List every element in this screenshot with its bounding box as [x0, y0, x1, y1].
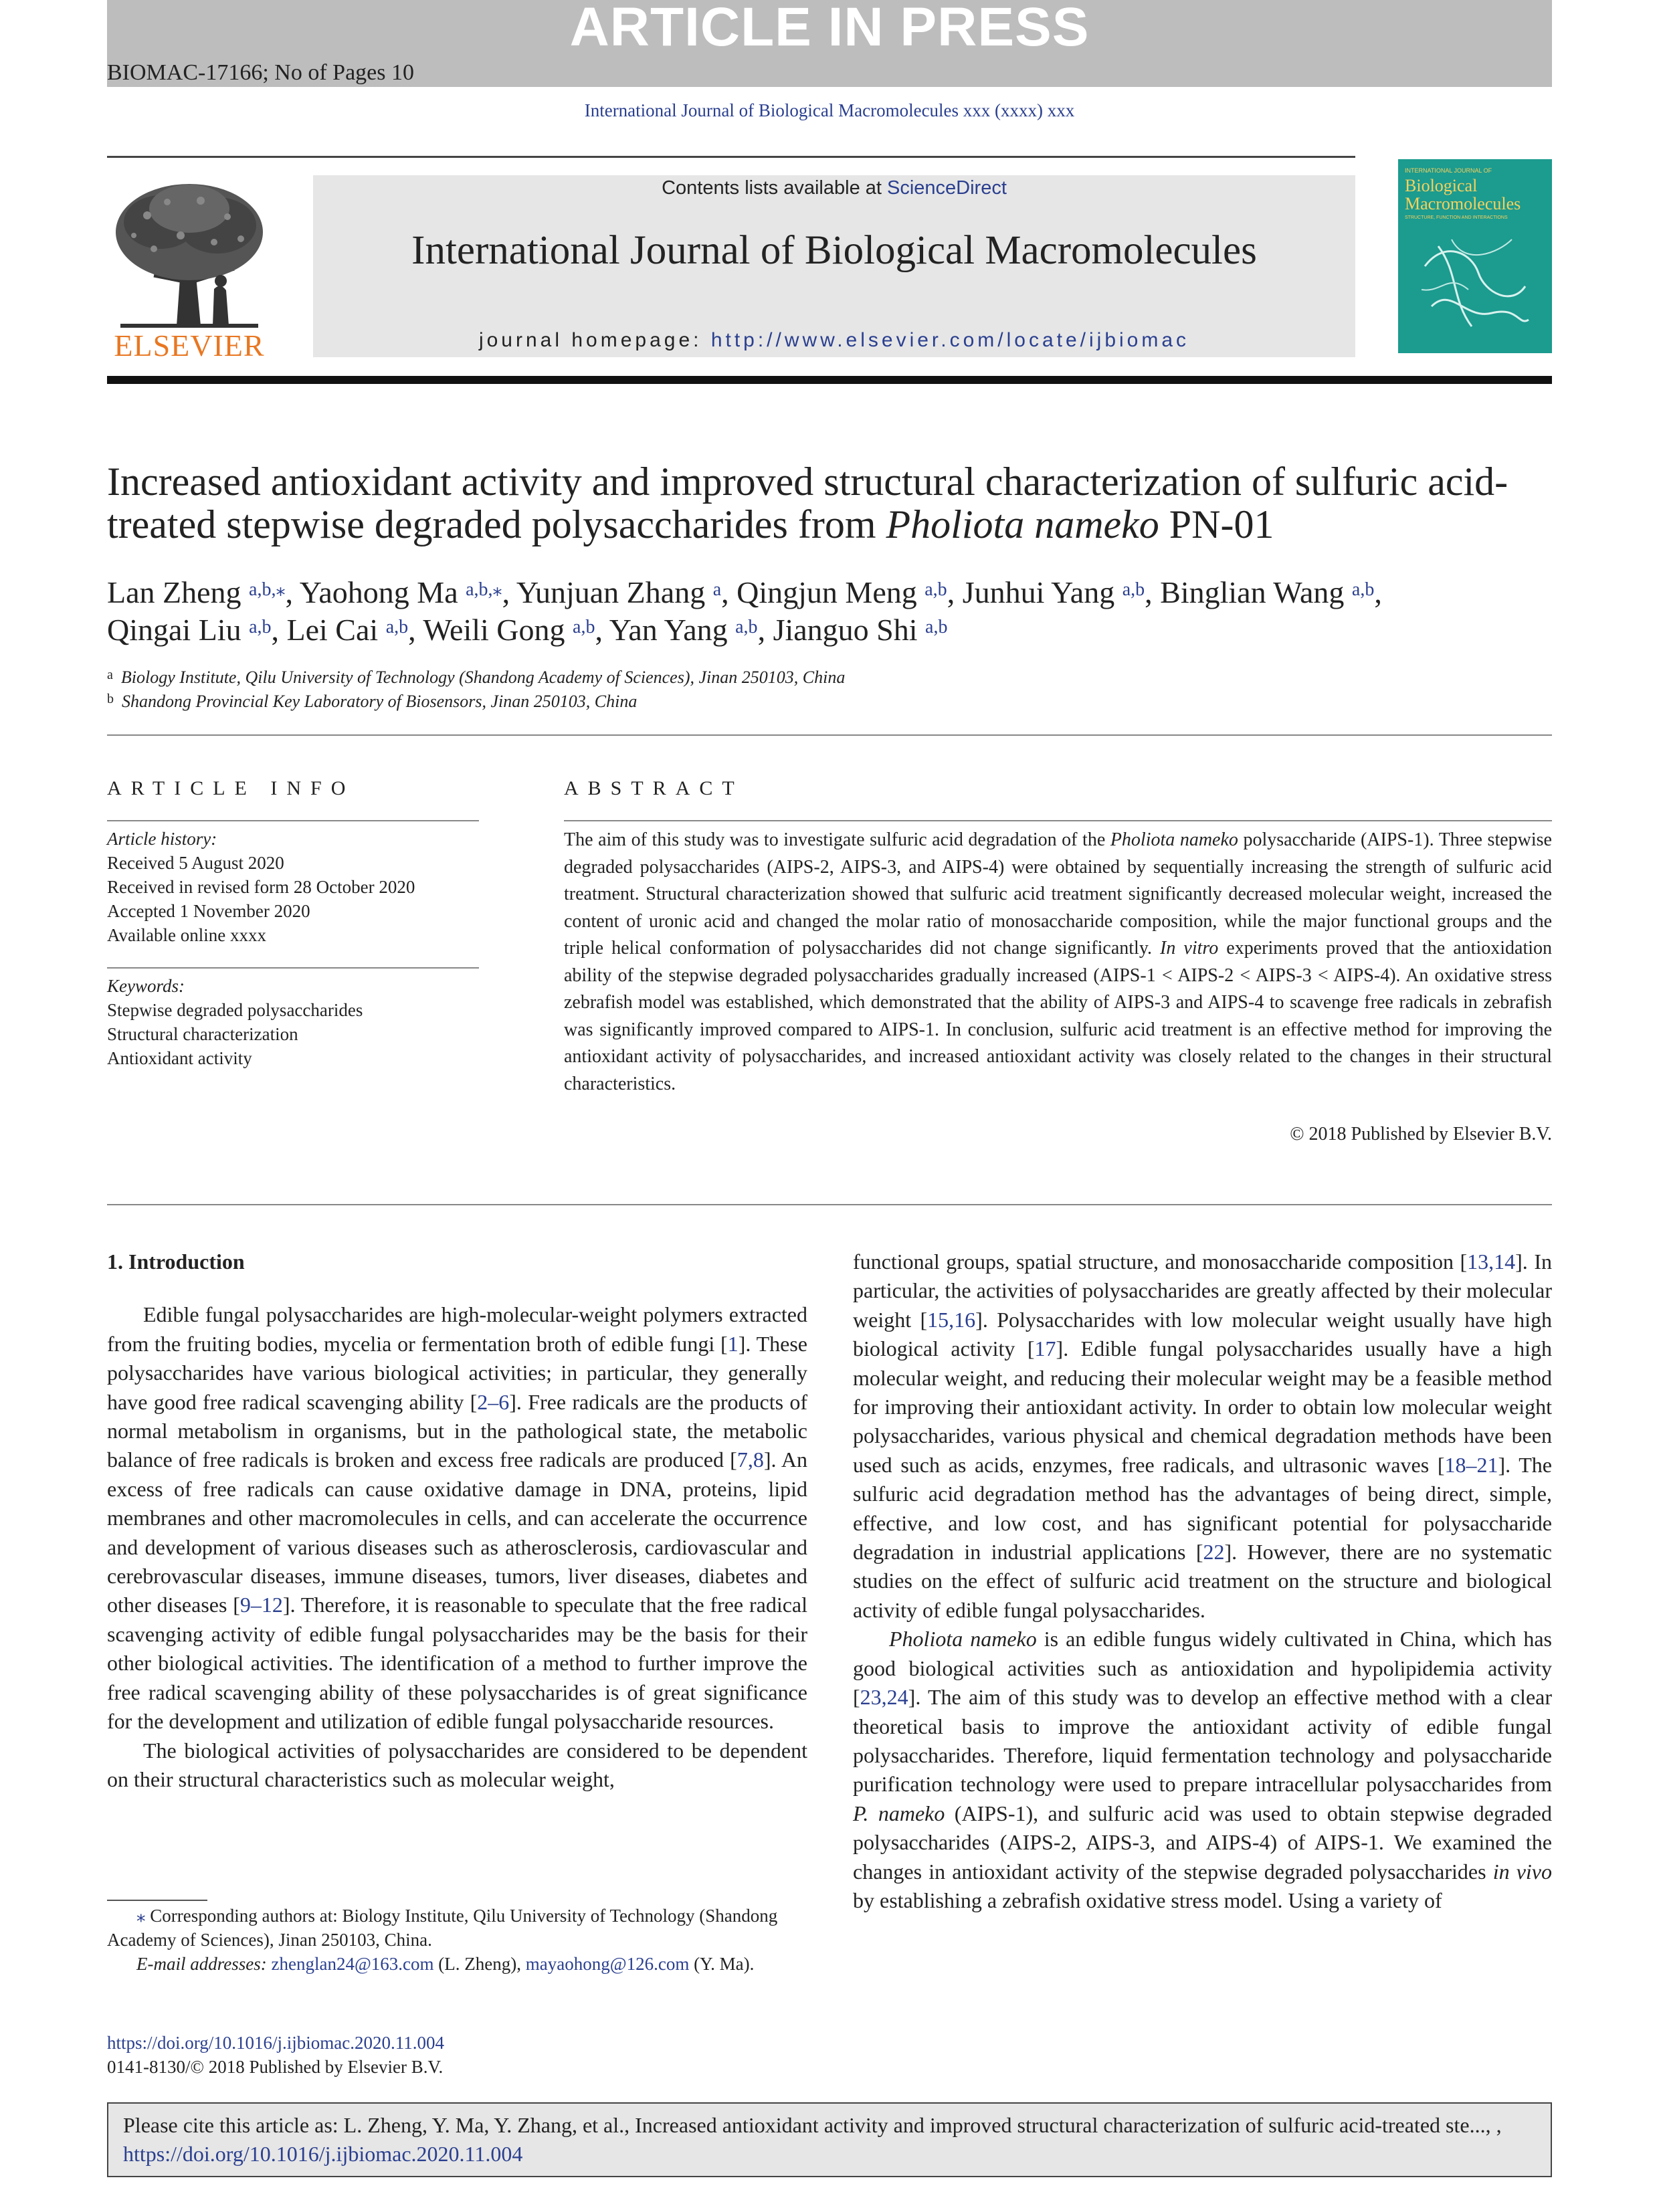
doi-link[interactable]: https://doi.org/10.1016/j.ijbiomac.2020.11.004 — [107, 2033, 444, 2053]
text-run: is an edible fungus widely cultivated in China, which has good biological activities such as antioxidation and hypolipidemia activity [ — [853, 1627, 1553, 1710]
author-affiliation-marks: a,b,⁎ — [466, 579, 502, 600]
species-name: P. nameko — [853, 1801, 945, 1825]
affiliation-b — [107, 692, 637, 712]
elsevier-wordmark: ELSEVIER — [114, 328, 265, 363]
article-info-label: ARTICLE INFO — [107, 777, 355, 799]
footnote-rule — [107, 1900, 207, 1901]
doi-block — [107, 2031, 444, 2079]
email-link-ma[interactable]: mayaohong@126.com — [525, 1954, 690, 1974]
sciencedirect-link[interactable]: ScienceDirect — [887, 177, 1007, 199]
citation-link[interactable]: 9–12 — [239, 1593, 283, 1617]
elsevier-logo[interactable] — [107, 175, 272, 363]
banner-text: ARTICLE IN PRESS — [569, 0, 1090, 58]
issn-line: 0141-8130/© 2018 Published by Elsevier B.V. — [107, 2057, 444, 2077]
abstract-label: ABSTRACT — [564, 777, 744, 799]
text-run: by establishing a zebrafish oxidative stress model. Using a variety of — [853, 1888, 1442, 1912]
affiliation-text: Biology Institute, Qilu University of Technology (Shandong Academy of Sciences), Jinan 250103, China — [120, 668, 846, 687]
history-item: Received 5 August 2020 — [107, 853, 284, 873]
keywords-rule — [107, 967, 479, 969]
keywords — [107, 974, 479, 1070]
author-name: Junhui Yang — [962, 575, 1115, 609]
journal-running-head[interactable]: International Journal of Biological Macromolecules xxx (xxxx) xxx — [584, 100, 1075, 120]
keyword-item: Stepwise degraded polysaccharides — [107, 1000, 363, 1020]
abstract-in-vitro: In vitro — [1160, 938, 1219, 959]
email-note — [107, 1952, 807, 1976]
text-run: ]. An excess of free radicals can cause oxidative damage in DNA, proteins, lipid membranes and other macromolecules in cells, and can accelerate the occurrence and development of various diseases such as atherosclerosis, cardiovascular and cerebrovascular diseases, immune diseases, tumors, liver diseases, diabetes and other diseases [ — [107, 1447, 808, 1617]
text-run: ]. These polysaccharides have various biological activities; in particular, they generally have good free radical scavenging ability [ — [107, 1331, 808, 1414]
citation-link[interactable]: 18–21 — [1444, 1452, 1498, 1477]
author[interactable] — [963, 575, 1145, 609]
author[interactable] — [107, 613, 272, 647]
species-name: Pholiota nameko — [889, 1627, 1037, 1651]
history-item: Available online xxxx — [107, 925, 266, 945]
keyword-item: Antioxidant activity — [107, 1048, 252, 1068]
text-run: (AIPS-1), and sulfuric acid was used to obtain stepwise degraded polysaccharides (AIPS-2, AIPS-3, and AIPS-4) of AIPS-1. We examined the changes in antioxidant activity of the stepwise degraded polysaccharides — [853, 1801, 1553, 1884]
paragraph: The biological activities of polysaccharides are considered to be dependent on their structural characteristics such as molecular weight, — [107, 1738, 807, 1791]
citation-link[interactable]: 23,24 — [860, 1685, 908, 1710]
abstract-rule — [564, 820, 1552, 821]
author[interactable] — [609, 613, 758, 647]
contents-line — [313, 177, 1355, 199]
author-name: Yaohong Ma — [299, 575, 458, 609]
citation-link[interactable]: 22 — [1203, 1540, 1225, 1565]
author-affiliation-marks: a,b — [925, 617, 948, 637]
author[interactable] — [300, 575, 502, 609]
author-name: Binglian Wang — [1160, 575, 1345, 609]
body-column-right — [853, 1247, 1552, 1915]
author-affiliation-marks: a — [712, 579, 722, 600]
journal-homepage-line — [313, 329, 1355, 352]
cover-subtitle: STRUCTURE, FUNCTION AND INTERACTIONS — [1405, 215, 1508, 220]
author-name: Yan Yang — [609, 613, 728, 647]
affiliation-text: Shandong Provincial Key Laboratory of Biosensors, Jinan 250103, China — [122, 692, 638, 711]
citation-link[interactable]: 15,16 — [927, 1307, 976, 1332]
author-affiliation-marks: a,b — [924, 579, 947, 600]
body-column-left — [107, 1247, 807, 1794]
author-name: Qingai Liu — [107, 613, 241, 647]
email-link-zheng[interactable]: zhenglan24@163.com — [271, 1954, 434, 1974]
footnote-marker: ⁎ — [136, 1906, 146, 1926]
homepage-prefix: journal homepage: — [478, 329, 711, 351]
citation-link[interactable]: 1 — [727, 1331, 739, 1356]
author-name: Weili Gong — [423, 613, 565, 647]
title-strain: PN-01 — [1159, 502, 1274, 546]
affiliation-a — [107, 668, 845, 688]
paragraph — [853, 1247, 1552, 1625]
affiliation-letter: a — [107, 668, 113, 682]
title-text: Increased antioxidant activity and improved structural characterization of sulfuric acid-treated stepwise degraded polysaccharides from — [107, 460, 1508, 546]
author-name: Qingjun Meng — [737, 575, 917, 609]
text-run: ]. The sulfuric acid degradation method has the advantages of being direct, simple, effective, and low cost, and has significant potential for polysaccharide degradation in industrial applications [ — [853, 1452, 1553, 1565]
cover-molecule-icon — [1411, 226, 1539, 340]
header-thick-rule — [107, 376, 1552, 384]
abstract-text — [564, 827, 1552, 1098]
author-affiliation-marks: a,b — [385, 617, 409, 637]
keyword-item: Structural characterization — [107, 1024, 298, 1044]
article-title — [107, 460, 1552, 546]
history-item: Received in revised form 28 October 2020 — [107, 877, 415, 897]
email-owner: (L. Zheng), — [433, 1954, 526, 1974]
author[interactable] — [737, 575, 947, 609]
author-affiliation-marks: a,b — [249, 617, 272, 637]
author-name: Jianguo Shi — [773, 613, 918, 647]
cover-small-title: INTERNATIONAL JOURNAL OF — [1405, 167, 1492, 174]
author-affiliation-marks: a,b — [735, 617, 758, 637]
author-affiliation-marks: a,b,⁎ — [249, 579, 286, 600]
citation-link[interactable]: 17 — [1034, 1336, 1056, 1361]
body-divider — [107, 1204, 1552, 1205]
author[interactable] — [107, 575, 285, 609]
cover-title-line-1: Biological — [1405, 176, 1478, 195]
email-label: E-mail addresses: — [136, 1954, 272, 1974]
citation-body: Please cite this article as: L. Zheng, Y. Ma, Y. Zhang, et al., Increased antioxidant activity and improved structural characterization of sulfuric acid-treated ste..., , — [123, 2113, 1502, 2137]
paragraph — [853, 1625, 1552, 1915]
article-info-rule — [107, 820, 479, 821]
in-vivo-term: in vivo — [1492, 1859, 1553, 1884]
citation-link[interactable]: 2–6 — [477, 1389, 510, 1414]
email-owner: (Y. Ma). — [689, 1954, 755, 1974]
text-run: ]. Edible fungal polysaccharides usually have a high molecular weight, and reducing their molecular weight may be a feasible method for improving their antioxidant activity. In order to obtain low molecular weight polysaccharides, various physical and chemical degradation methods have been used such as acids, enzymes, free radicals, and ultrasonic waves [ — [853, 1336, 1553, 1477]
cover-title-line-2: Macromolecules — [1405, 194, 1521, 213]
manuscript-id: BIOMAC-17166; No of Pages 10 — [107, 60, 414, 85]
citation-text — [123, 2111, 1535, 2169]
abstract-part: polysaccharide (AIPS-1). Three stepwise degraded polysaccharides (AIPS-2, AIPS-3, and AIPS-4) were obtained by sequentially increasing the strength of sulfuric acid treatment. Structural characterization showed that sulfuric acid treatment significantly decreased molecular weight, increased the content of uronic acid and changed the molar ratio of monosaccharide composition, while the major functional groups and the triple helical conformation of polysaccharides did not change significantly. — [564, 829, 1552, 959]
history-item: Accepted 1 November 2020 — [107, 901, 310, 921]
text-run: ]. Polysaccharides with low molecular weight usually have high biological activity [ — [853, 1307, 1553, 1361]
header-rule — [107, 156, 1355, 158]
text-run: Edible fungal polysaccharides are high-molecular-weight polymers extracted from the fruiting bodies, mycelia or fermentation broth of edible fungi [ — [107, 1302, 807, 1356]
author-name: Yunjuan Zhang — [516, 575, 706, 609]
author[interactable] — [1160, 575, 1374, 609]
text-run: ]. Free radicals are the products of normal metabolism in organisms, but in the pathological state, the metabolic balance of free radicals is broken and excess free radicals are produced [ — [107, 1389, 808, 1472]
abstract-copyright: © 2018 Published by Elsevier B.V. — [1290, 1124, 1552, 1144]
cover-title — [1405, 177, 1545, 213]
citation-doi-link[interactable]: https://doi.org/10.1016/j.ijbiomac.2020.11.004 — [123, 2142, 523, 2166]
text-run: ]. The aim of this study was to develop an effective method with a clear theoretical basis to improve the antioxidant activity of edible fungal polysaccharides. Therefore, liquid fermentation technology and polysaccharide purification technology were used to prepare intracellular polysaccharides from — [853, 1685, 1552, 1797]
journal-cover-thumbnail[interactable] — [1398, 159, 1552, 353]
author-affiliation-marks: a,b — [1122, 579, 1145, 600]
contents-prefix: Contents lists available at — [662, 177, 887, 199]
text-run: ]. However, there are no systematic studies on the effect of sulfuric acid treatment on the structure and biological activity of edible fungal polysaccharides. — [853, 1540, 1553, 1622]
text-run: ]. Therefore, it is reasonable to speculate that the free radical scavenging activity of edible fungal polysaccharides may be the basis for their other biological activities. The identification of a method to further improve the free radical scavenging ability of these polysaccharides is of great significance for the development and utilization of edible fungal polysaccharide resources. — [107, 1593, 808, 1734]
author[interactable] — [773, 613, 948, 647]
title-species: Pholiota nameko — [886, 502, 1159, 546]
journal-name: International Journal of Biological Macromolecules — [411, 228, 1257, 273]
homepage-link[interactable]: http://www.elsevier.com/locate/ijbiomac — [710, 329, 1190, 351]
author-list: Lan Zheng $^{a,b,⁎}$, Yaohong Ma $^{a,b,⁎}$, Yunjuan Zhang $^a$, Qingjun Meng $^{a,b}$, Junhui Yang $^{a,b}$, Binglian Wang $^{a,b}$, Qingai Liu $^{a,b}$, Lei Cai $^{a,b}$, Weili Gong $^{a,b}$, Yan Yang $^{a,b}$, Jianguo Shi $^{a,b}$ — [107, 575, 1382, 647]
corresponding-text: Corresponding authors at: Biology Institute, Qilu University of Technology (Shandong Academy of Sciences), Jinan 250103, China. — [107, 1906, 778, 1950]
author[interactable] — [516, 575, 721, 609]
article-history — [107, 827, 479, 947]
author-affiliation-marks: a,b — [573, 617, 595, 637]
section-divider — [107, 734, 1552, 736]
citation-link[interactable]: 7,8 — [737, 1447, 764, 1472]
abstract-part: experiments proved that the antioxidation ability of the stepwise degraded polysaccharides gradually increased (AIPS-1 < AIPS-2 < AIPS-3 < AIPS-4). An oxidative stress zebrafish model was established, which demonstrated that the ability of AIPS-3 and AIPS-4 to scavenge free radicals in zebrafish was significantly improved compared to AIPS-1. In conclusion, sulfuric acid treatment is an effective method for improving the antioxidant activity of polysaccharides, and increased antioxidant activity was closely related to the changes in their structural characteristics. — [564, 938, 1553, 1094]
text-run: ]. In particular, the activities of polysaccharides are greatly affected by their molecular weight [ — [853, 1249, 1552, 1332]
author[interactable] — [423, 613, 595, 647]
author[interactable] — [287, 613, 409, 647]
paragraph — [107, 1300, 807, 1736]
author-name: Lei Cai — [286, 613, 379, 647]
affiliation-letter: b — [107, 692, 114, 706]
keywords-label: Keywords: — [107, 976, 185, 996]
section-heading: 1. Introduction — [107, 1249, 245, 1274]
author-affiliation-marks: a,b — [1351, 579, 1375, 600]
abstract-part: The aim of this study was to investigate sulfuric acid degradation of the — [564, 829, 1110, 850]
history-label: Article history: — [107, 829, 217, 849]
corresponding-author-footnote — [107, 1904, 807, 1976]
abstract-species: Pholiota nameko — [1110, 829, 1238, 850]
author-name: Lan Zheng — [107, 575, 241, 609]
text-run: functional groups, spatial structure, and monosaccharide composition [ — [853, 1249, 1468, 1274]
corresponding-note — [107, 1904, 807, 1952]
citation-link[interactable]: 13,14 — [1467, 1249, 1516, 1274]
